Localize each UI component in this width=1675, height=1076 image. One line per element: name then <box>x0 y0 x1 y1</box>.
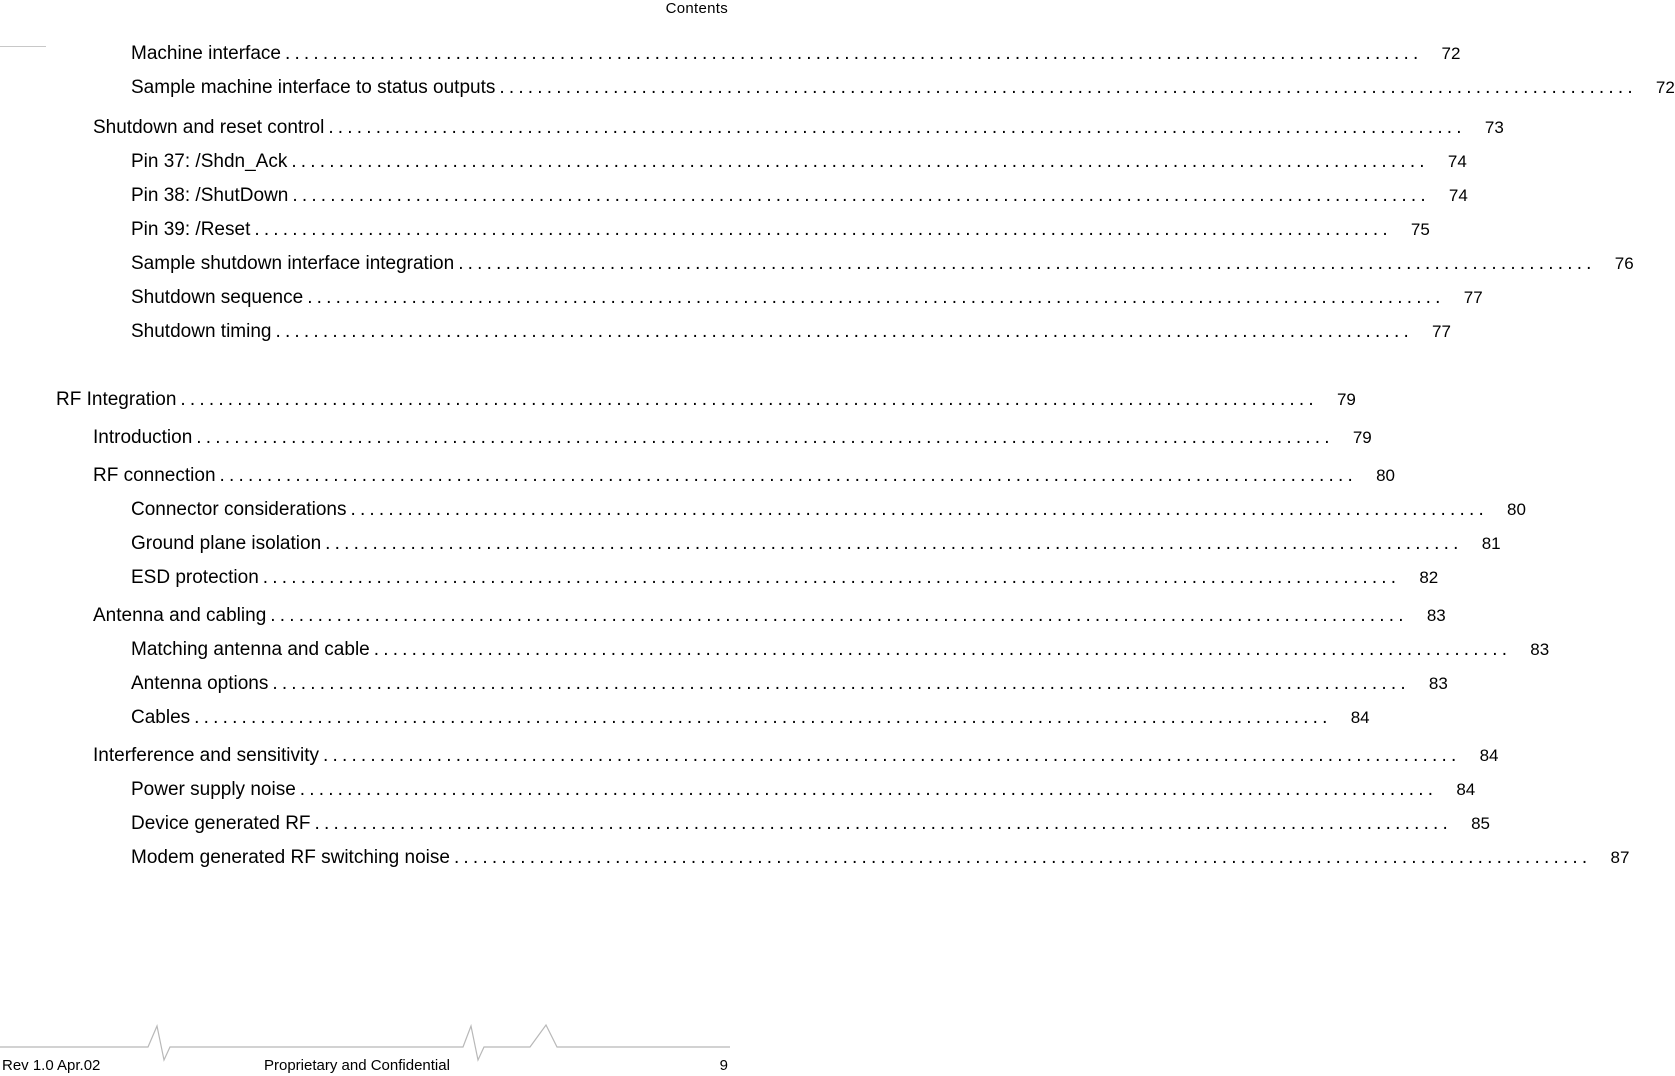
toc-entry[interactable] <box>131 184 1468 208</box>
toc-entry[interactable] <box>131 532 1501 556</box>
toc-entry-title: RF Integration <box>56 389 177 410</box>
toc-entry-title: Device generated RF <box>131 813 311 834</box>
toc-entry-title: Power supply noise <box>131 779 296 800</box>
toc-leader-dots: ........................................................................................................................ <box>194 707 1332 728</box>
toc-entry[interactable] <box>93 116 1504 140</box>
toc-entry-page: 82 <box>1419 568 1439 587</box>
toc-entry[interactable] <box>131 812 1491 836</box>
toc-entry-page: 81 <box>1481 534 1501 553</box>
toc-entry[interactable] <box>56 388 1356 412</box>
toc-leader-dots: ........................................................................................................................ <box>219 465 1357 486</box>
toc-leader-dots: ........................................................................................................................ <box>275 321 1413 342</box>
toc-entry[interactable] <box>93 426 1372 450</box>
toc-entry[interactable] <box>131 150 1467 174</box>
toc-entry-title: Antenna options <box>131 673 269 694</box>
toc-entry-title: Antenna and cabling <box>93 605 267 626</box>
toc-entry-page: 79 <box>1352 428 1372 447</box>
toc-leader-dots: ........................................................................................................................ <box>458 253 1596 274</box>
toc-entry-title: RF connection <box>93 465 216 486</box>
toc-entry[interactable] <box>131 498 1526 522</box>
toc-entry-title: Sample machine interface to status outputs <box>131 77 496 98</box>
toc-entry-page: 74 <box>1447 152 1467 171</box>
toc-entry-page: 73 <box>1484 118 1504 137</box>
toc-entry[interactable] <box>93 604 1446 628</box>
toc-entry[interactable] <box>131 778 1476 802</box>
toc-entry-title: ESD protection <box>131 567 259 588</box>
footer-revision: Rev 1.0 Apr.02 <box>2 1057 101 1074</box>
toc-entry[interactable] <box>131 672 1448 696</box>
toc-entry-title: Cables <box>131 707 191 728</box>
toc-entry-page: 77 <box>1463 288 1483 307</box>
toc-entry-page: 84 <box>1350 708 1370 727</box>
toc-entry-title: Pin 38: /ShutDown <box>131 185 289 206</box>
toc-entry-page: 76 <box>1614 254 1634 273</box>
toc-entry[interactable] <box>131 42 1461 66</box>
toc-entry-title: Pin 37: /Shdn_Ack <box>131 151 288 172</box>
toc-entry[interactable] <box>131 76 1675 100</box>
toc-leader-dots: ........................................................................................................................ <box>373 639 1512 660</box>
toc-entry-page: 83 <box>1530 640 1550 659</box>
toc-leader-dots: ........................................................................................................................ <box>499 77 1637 98</box>
toc-entry-title: Interference and sensitivity <box>93 745 320 766</box>
toc-entry[interactable] <box>131 218 1430 242</box>
toc-leader-dots: ........................................................................................................................ <box>350 499 1488 520</box>
toc-entry[interactable] <box>131 252 1634 276</box>
toc-leader-dots: ........................................................................................................................ <box>453 847 1592 868</box>
toc-entry-page: 72 <box>1441 44 1461 63</box>
toc-leader-dots: ........................................................................................................................ <box>307 287 1445 308</box>
toc-leader-dots: ........................................................................................................................ <box>323 745 1461 766</box>
toc-entry-title: Matching antenna and cable <box>131 639 370 660</box>
toc-leader-dots: ........................................................................................................................ <box>299 779 1438 800</box>
toc-entry[interactable] <box>131 638 1550 662</box>
toc-entry-title: Ground plane isolation <box>131 533 322 554</box>
toc-leader-dots: ........................................................................................................................ <box>196 427 1334 448</box>
toc-entry[interactable] <box>131 286 1483 310</box>
toc-entry[interactable] <box>131 706 1370 730</box>
toc-entry-page: 80 <box>1376 466 1395 485</box>
toc-leader-dots: ........................................................................................................................ <box>262 567 1401 588</box>
toc-leader-dots: ........................................................................................................................ <box>325 533 1463 554</box>
header-rule <box>0 46 46 47</box>
toc-entry[interactable] <box>131 566 1439 590</box>
toc-leader-dots: ........................................................................................................................ <box>180 389 1318 410</box>
toc-entry-title: Sample shutdown interface integration <box>131 253 455 274</box>
toc-entry-title: Modem generated RF switching noise <box>131 847 450 868</box>
toc-entry-title: Connector considerations <box>131 499 347 520</box>
toc-leader-dots: ........................................................................................................................ <box>292 185 1430 206</box>
toc-entry-page: 85 <box>1471 814 1491 833</box>
toc-entry[interactable] <box>131 320 1451 344</box>
toc-leader-dots: ........................................................................................................................ <box>314 813 1453 834</box>
toc-entry[interactable] <box>131 846 1630 870</box>
toc-entry-page: 84 <box>1456 780 1476 799</box>
toc-entry-page: 80 <box>1507 500 1526 519</box>
toc-entry-page: 77 <box>1432 322 1451 341</box>
footer-confidentiality: Proprietary and Confidential <box>264 1057 450 1074</box>
toc-entry-page: 79 <box>1336 390 1356 409</box>
toc-entry[interactable] <box>93 744 1499 768</box>
toc-entry-title: Shutdown and reset control <box>93 117 325 138</box>
toc-entry-page: 87 <box>1610 848 1630 867</box>
page-footer <box>0 1056 730 1076</box>
toc-entry-title: Pin 39: /Reset <box>131 219 251 240</box>
toc-entry-title: Shutdown sequence <box>131 287 304 308</box>
toc-leader-dots: ........................................................................................................................ <box>272 673 1410 694</box>
toc-entry-page: 72 <box>1655 78 1675 97</box>
toc-leader-dots: ........................................................................................................................ <box>254 219 1392 240</box>
toc-entry-page: 84 <box>1479 746 1499 765</box>
toc-entry-page: 74 <box>1448 186 1468 205</box>
toc-leader-dots: ........................................................................................................................ <box>328 117 1466 138</box>
running-header-title: Contents <box>665 0 728 17</box>
toc-entry-title: Introduction <box>93 427 193 448</box>
footer-page-number: 9 <box>719 1057 728 1074</box>
toc-leader-dots: ........................................................................................................................ <box>284 43 1423 64</box>
toc-leader-dots: ........................................................................................................................ <box>270 605 1408 626</box>
toc-entry[interactable] <box>93 464 1395 488</box>
toc-entry-title: Machine interface <box>131 43 281 64</box>
toc-entry-page: 75 <box>1410 220 1430 239</box>
toc-entry-page: 83 <box>1426 606 1446 625</box>
toc-leader-dots: ........................................................................................................................ <box>291 151 1429 172</box>
toc-entry-page: 83 <box>1428 674 1448 693</box>
toc-entry-title: Shutdown timing <box>131 321 272 342</box>
